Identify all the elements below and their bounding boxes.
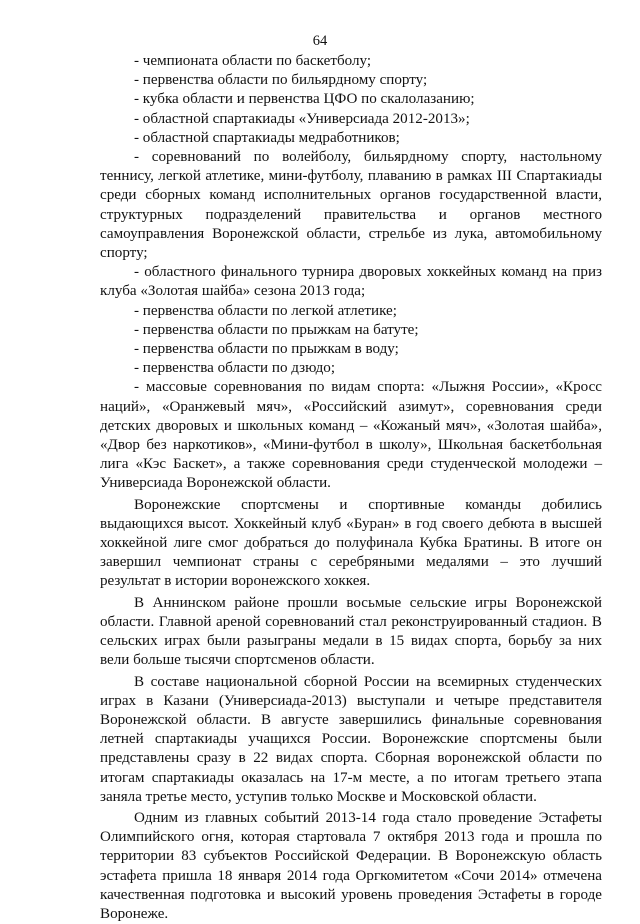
list-item: - областного финального турнира дворовых хоккейных команд на приз клуба «Золотая шайба» сезона 2013 года;	[100, 264, 602, 300]
list-item: - первенства области по прыжкам на батуте;	[134, 321, 419, 338]
list-item: - областной спартакиады медработников;	[134, 129, 400, 146]
page-number: 64	[312, 33, 328, 49]
list-item: - первенства области по дзюдо;	[134, 360, 336, 377]
list-item: - массовые соревнования по видам спорта: «Лыжня России», «Кросс наций», «Оранжевый мяч», «Российский азимут», соревнования среди детских дворовых и школьных команд – «Кожаный мяч», «Золотая шайба», «Двор без наркотиков», «Мини-футбол в школу», Школьная баскетбольная лига «Кэс Баскет», а также соревнования среди студенческой молодежи – Универсиада Воронежской области.	[100, 379, 602, 492]
list-item: - чемпионата области по баскетболу;	[134, 53, 372, 69]
list-item: - первенства области по прыжкам в воду;	[134, 341, 399, 358]
list-item: - первенства области по легкой атлетике;	[134, 302, 397, 319]
list-item: - первенства области по бильярдному спорту;	[134, 72, 428, 89]
list-item: - соревнований по волейболу, бильярдному спорту, настольному теннису, легкой атлетике, мини-футболу, плаванию в рамках III Спартакиады среди сборных команд исполнительных органов государственной власти, структурных подразделений правительства и органов местного самоуправления Воронежской области, стрельбе из лука, автомобильному спорту;	[100, 149, 602, 262]
body-text	[100, 52, 602, 924]
paragraph: В составе национальной сборной России на всемирных студенческих играх в Казани (Универсиада-2013) выступали и четыре представителя Воронежской области. В августе завершились финальные соревнования летней спартакиады учащихся России. Воронежские спортсмены были представлены сразу в 22 видах спорта. Сборная воронежской области по итогам спартакиады оказалась на 17-м месте, а по итогам третьего этапа заняла третье место, уступив только Москве и Московской области.	[100, 673, 602, 805]
paragraph: Одним из главных событий 2013-14 года стало проведение Эстафеты Олимпийского огня, которая стартовала 7 октября 2013 года и прошла по территории 83 субъектов Российской Федерации. В Воронежскую область эстафета пришла 18 января 2014 года Оргкомитетом «Сочи 2014» отмечена качественная подготовка и высокий уровень проведения Эстафеты в городе Воронеже.	[100, 809, 602, 922]
list-item: - кубка области и первенства ЦФО по скалолазанию;	[134, 91, 475, 108]
list-item: - областной спартакиады «Универсиада 2012-2013»;	[134, 110, 470, 127]
paragraph: В Аннинском районе прошли восьмые сельские игры Воронежской области. Главной ареной соревнований стал реконструированный стадион. В сельских играх были разыграны медали в 15 видах спорта, борьбу за них вели больше тысячи спортсменов области.	[100, 594, 602, 669]
paragraph: Воронежские спортсмены и спортивные команды добились выдающихся высот. Хоккейный клуб «Буран» в год своего дебюта в высшей хоккейной лиге смог добраться до полуфинала Кубка Братины. В итоге он завершил чемпионат страны с серебряными медалями – это лучший результат в истории воронежского хоккея.	[100, 496, 602, 590]
